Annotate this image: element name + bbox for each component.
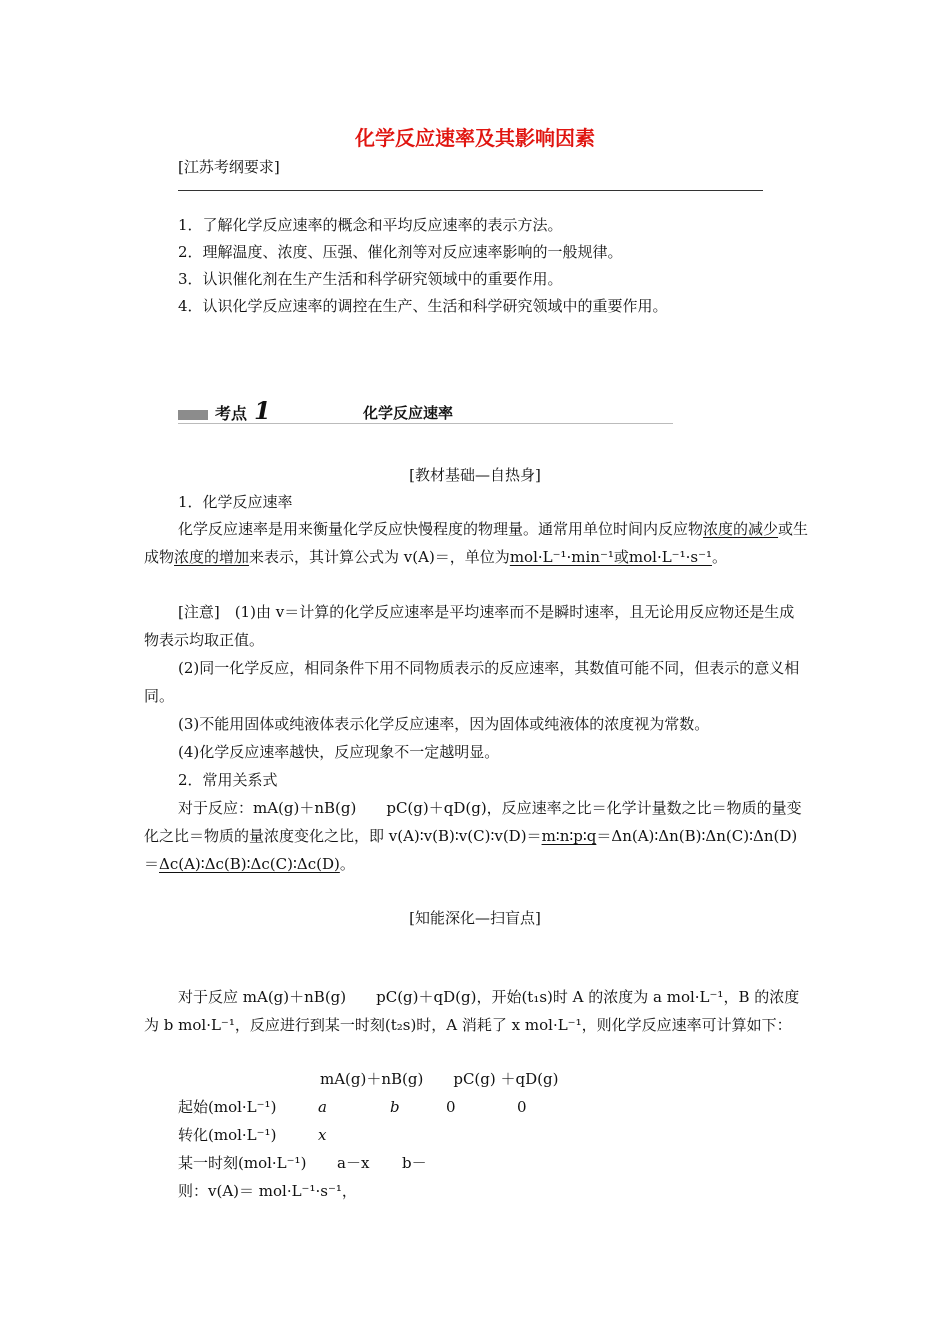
rate-definition: 化学反应速率是用来衡量化学反应快慢程度的物理量。通常用单位时间内反应物浓度的减少或生成物浓度的增加来表示，其计算公式为 v(A)＝，单位为mol·L⁻¹·min⁻¹或mol·L⁻¹·s⁻¹。 [144, 520, 809, 566]
section-marker-bar [178, 410, 208, 420]
row-label: 某一时刻(mol·L⁻¹) [178, 1154, 307, 1172]
row-value: b [390, 1098, 400, 1116]
requirement-item: 2．理解温度、浓度、压强、催化剂等对反应速率影响的一般规律。 [178, 243, 623, 261]
requirement-item: 1．了解化学反应速率的概念和平均反应速率的表示方法。 [178, 216, 563, 234]
equation: mA(g)＋nB(g) pC(g) ＋qD(g) [320, 1070, 559, 1088]
note-3: (3)不能用固体或纯液体表示化学反应速率，因为固体或纯液体的浓度视为常数。 [178, 715, 710, 733]
row-value: 0 [446, 1098, 456, 1116]
section-number: 1 [254, 396, 271, 425]
section-rule [178, 423, 673, 424]
basics-h1: 1．化学反应速率 [178, 493, 293, 511]
relation-paragraph: 对于反应：mA(g)＋nB(g) pC(g)＋qD(g)，反应速率之比＝化学计量数之比＝物质的量变化之比＝物质的量浓度变化之比，即 v(A)∶v(B)∶v(C)∶v(D)＝m∶n∶p∶q＝Δn(A)∶Δn(B)∶Δn(C)∶Δn(D)＝Δc(A)∶Δc(B)∶Δc(C)∶Δc(D)。 [144, 799, 802, 873]
requirements-heading: [江苏考纲要求] [178, 158, 280, 176]
divider [178, 190, 763, 191]
requirement-item: 3．认识催化剂在生产生活和科学研究领域中的重要作用。 [178, 270, 563, 288]
note-4: (4)化学反应速率越快，反应现象不一定越明显。 [178, 743, 500, 761]
page-title: 化学反应速率及其影响因素 [355, 126, 595, 150]
row-value: a [318, 1098, 327, 1116]
row-value: a－x [337, 1154, 370, 1172]
row-label: 转化(mol·L⁻¹) [178, 1126, 277, 1144]
note-2: (2)同一化学反应，相同条件下用不同物质表示的反应速率，其数值可能不同，但表示的意义相同。 [144, 659, 800, 705]
basics-h2: 2．常用关系式 [178, 771, 278, 789]
section-label: 考点 [215, 404, 248, 423]
rate-result: 则：v(A)＝ mol·L⁻¹·s⁻¹， [178, 1182, 357, 1200]
section-title: 化学反应速率 [363, 404, 454, 422]
row-value: x [318, 1126, 327, 1144]
deepen-intro: 对于反应 mA(g)＋nB(g) pC(g)＋qD(g)，开始(t₁s)时 A 的浓度为 a mol·L⁻¹，B 的浓度为 b mol·L⁻¹，反应进行到某一时刻(t₂s)时，A 消耗了 x mol·L⁻¹，则化学反应速率可计算如下： [144, 988, 800, 1034]
row-value: b－ [402, 1154, 427, 1172]
row-label: 起始(mol·L⁻¹) [178, 1098, 277, 1116]
note-1: [注意] (1)由 v＝计算的化学反应速率是平均速率而不是瞬时速率，且无论用反应物还是生成物表示均取正值。 [144, 603, 795, 649]
basics-heading: [教材基础—自热身] [409, 466, 541, 484]
deepen-heading: [知能深化—扫盲点] [409, 909, 541, 927]
row-value: 0 [517, 1098, 527, 1116]
requirement-item: 4．认识化学反应速率的调控在生产、生活和科学研究领域中的重要作用。 [178, 297, 668, 315]
